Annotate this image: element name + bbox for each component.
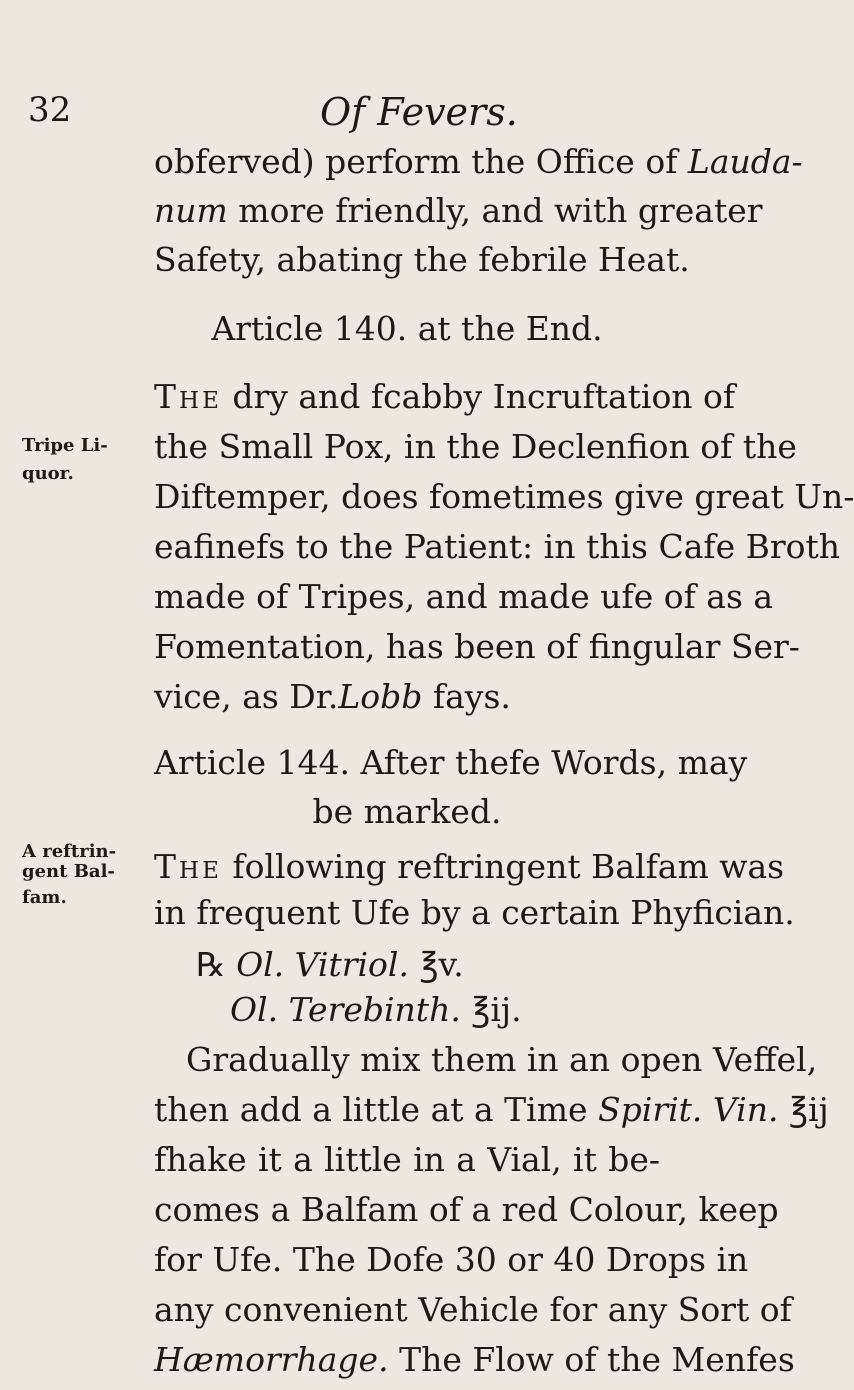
text-line: Hæmorrhage. The Flow of the Menfes	[154, 1340, 795, 1379]
text-line: comes a Balfam of a red Colour, keep	[154, 1190, 779, 1229]
article-heading-continued: be marked.	[312, 792, 502, 831]
running-title: Of Fevers.	[320, 90, 518, 134]
article-heading: Article 144. After thefe Words, may	[154, 743, 748, 782]
text-line: for Ufe. The Dofe 30 or 40 Drops in	[154, 1240, 749, 1279]
text-line: num more friendly, and with greater	[154, 191, 763, 230]
text-line: The dry and fcabby Incruftation of	[154, 377, 736, 416]
page-number: 32	[28, 90, 72, 130]
text-line: Diftemper, does fometimes give great Un-	[154, 477, 854, 516]
text-line: Fomentation, has been of fingular Ser-	[154, 627, 800, 666]
text-line: made of Tripes, and made ufe of as a	[154, 577, 774, 616]
margin-note-tripe: Tripe Li- quor.	[22, 435, 108, 484]
text-line: then add a little at a Time Spirit. Vin. ℥ij	[154, 1090, 829, 1129]
recipe-line: ℞ Ol. Vitriol. ℥v.	[196, 945, 464, 984]
text-line: eafinefs to the Patient: in this Cafe Broth	[154, 527, 841, 566]
text-line: obferved) perform the Office of Lauda-	[154, 142, 803, 181]
text-line: Gradually mix them in an open Veffel,	[186, 1040, 818, 1079]
margin-note-balsam: A reftrin- gent Bal- fam.	[22, 841, 117, 908]
text-line: The following reftringent Balfam was	[154, 847, 785, 886]
text-line: vice, as Dr.Lobb fays.	[154, 677, 511, 716]
article-heading: Article 140. at the End.	[211, 309, 603, 348]
recipe-line: Ol. Terebinth. ℥ij.	[230, 990, 522, 1029]
text-line: any convenient Vehicle for any Sort of	[154, 1290, 792, 1329]
text-line: Safety, abating the febrile Heat.	[154, 240, 690, 279]
text-line: in frequent Ufe by a certain Phyfician.	[154, 893, 795, 932]
text-line: the Small Pox, in the Declenfion of the	[154, 427, 797, 466]
text-line: fhake it a little in a Vial, it be-	[154, 1140, 660, 1179]
